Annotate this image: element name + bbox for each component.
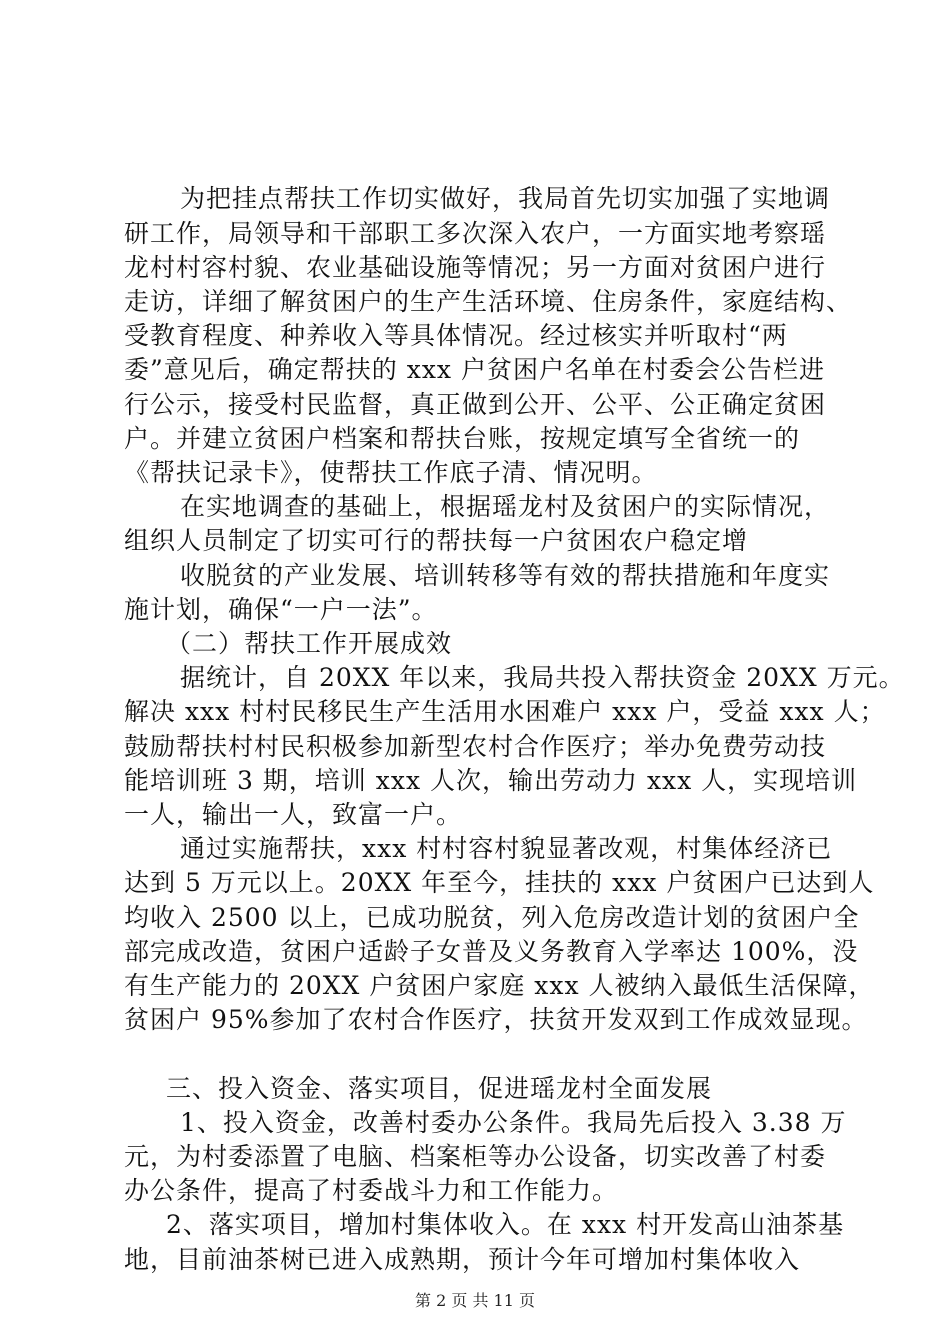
paragraph-line: 地，目前油茶树已进入成熟期，预计今年可增加村集体收入 <box>124 1245 801 1274</box>
paragraph-line: 达到 5 万元以上。20XX 年至今，挂扶的 xxx 户贫困户已达到人 <box>124 868 875 897</box>
paragraph-line: 走访，详细了解贫困户的生产生活环境、住房条件，家庭结构、 <box>124 287 853 316</box>
paragraph-line: 研工作，局领导和干部职工多次深入农户，一方面实地考察瑶 <box>124 219 827 248</box>
paragraph-line: 在实地调查的基础上，根据瑶龙村及贫困户的实际情况， <box>180 492 831 521</box>
paragraph-line: 龙村村容村貌、农业基础设施等情况；另一方面对贫困户进行 <box>124 253 827 282</box>
paragraph-line: 为把挂点帮扶工作切实做好，我局首先切实加强了实地调 <box>180 184 831 213</box>
paragraph-line: 组织人员制定了切实可行的帮扶每一户贫困农户稳定增 <box>124 526 749 555</box>
paragraph-line: 办公条件，提高了村委战斗力和工作能力。 <box>124 1176 619 1205</box>
paragraph-line: 收脱贫的产业发展、培训转移等有效的帮扶措施和年度实 <box>180 561 831 590</box>
paragraph-line: 部完成改造，贫困户适龄子女普及义务教育入学率达 100%，没 <box>124 937 859 966</box>
paragraph-line: 有生产能力的 20XX 户贫困户家庭 xxx 人被纳入最低生活保障， <box>124 971 875 1000</box>
paragraph-line: 受教育程度、种养收入等具体情况。经过核实并听取村“两 <box>124 321 788 350</box>
paragraph-line: 委”意见后，确定帮扶的 xxx 户贫困户名单在村委会公告栏进 <box>124 355 825 384</box>
paragraph-line: 能培训班 3 期，培训 xxx 人次，输出劳动力 xxx 人，实现培训 <box>124 766 858 795</box>
paragraph-line: 施计划，确保“一户一法”。 <box>124 595 438 624</box>
paragraph-line: 均收入 2500 以上，已成功脱贫，列入危房改造计划的贫困户全 <box>124 903 860 932</box>
paragraph-line: 行公示，接受村民监督，真正做到公开、公平、公正确定贫困 <box>124 390 827 419</box>
paragraph-line: 解决 xxx 村村民移民生产生活用水困难户 xxx 户，受益 xxx 人； <box>124 697 886 726</box>
paragraph-line: 据统计，自 20XX 年以来，我局共投入帮扶资金 20XX 万元。 <box>180 663 905 692</box>
section-heading: （二）帮扶工作开展成效 <box>166 629 453 658</box>
paragraph-line: 贫困户 95%参加了农村合作医疗，扶贫开发双到工作成效显现。 <box>124 1005 868 1034</box>
paragraph-line: 鼓励帮扶村村民积极参加新型农村合作医疗；举办免费劳动技 <box>124 732 827 761</box>
paragraph-line: 户。并建立贫困户档案和帮扶台账，按规定填写全省统一的 <box>124 424 801 453</box>
section-heading: 三、投入资金、落实项目，促进瑶龙村全面发展 <box>166 1074 713 1103</box>
paragraph-line: 一人，输出一人，致富一户。 <box>124 800 463 829</box>
paragraph-line: 1、投入资金，改善村委办公条件。我局先后投入 3.38 万 <box>180 1108 847 1137</box>
paragraph-line: 2、落实项目，增加村集体收入。在 xxx 村开发高山油茶基 <box>166 1210 845 1239</box>
paragraph-line: 《帮扶记录卡》，使帮扶工作底子清、情况明。 <box>124 458 658 487</box>
paragraph-line: 通过实施帮扶，xxx 村村容村貌显著改观，村集体经济已 <box>180 834 833 863</box>
paragraph-line: 元，为村委添置了电脑、档案柜等办公设备，切实改善了村委 <box>124 1142 827 1171</box>
page-number-footer: 第 2 页 共 11 页 <box>415 1291 535 1310</box>
